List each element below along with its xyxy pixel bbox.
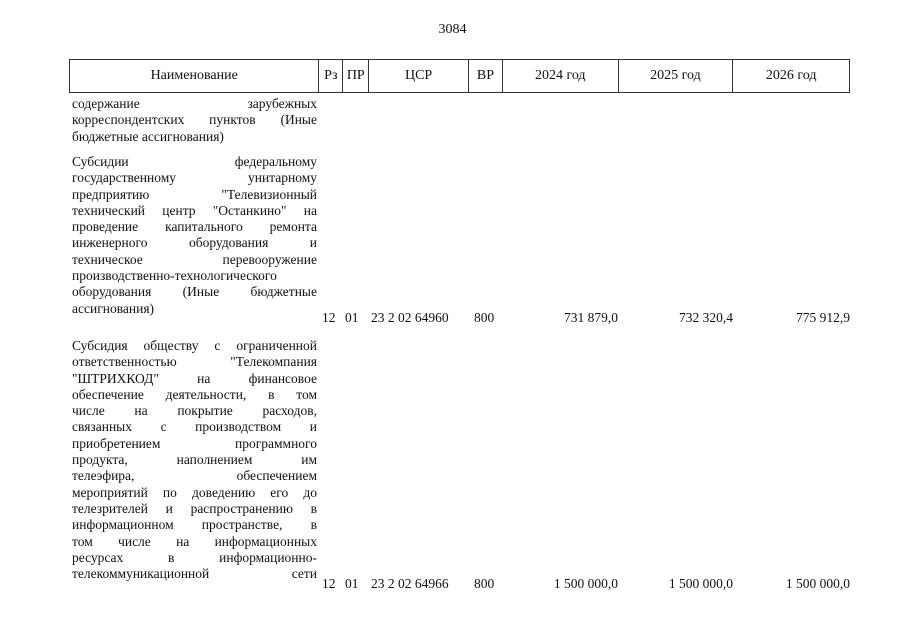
row-2-line: связанных с производством и bbox=[72, 419, 317, 435]
row-2-line: Субсидия обществу с ограниченной bbox=[72, 338, 317, 353]
row-2-line: ответственностью "Телекомпания bbox=[72, 354, 317, 370]
cell-2026: 775 912,9 bbox=[796, 310, 850, 325]
header-rz: Рз bbox=[319, 60, 343, 92]
row-0-line: содержание зарубежных bbox=[72, 96, 317, 111]
cell-rz: 12 bbox=[322, 310, 336, 325]
table-row bbox=[319, 310, 850, 326]
row-1-line: государственному унитарному bbox=[72, 170, 317, 186]
row-1-line: проведение капитального ремонта bbox=[72, 219, 317, 235]
row-name-1 bbox=[72, 154, 317, 317]
row-1-line: технический центр "Останкино" на bbox=[72, 202, 317, 218]
row-2-line: мероприятий по доведению его до bbox=[72, 484, 317, 500]
cell-pr: 01 bbox=[345, 310, 359, 325]
table-header bbox=[69, 59, 850, 93]
cell-2025: 732 320,4 bbox=[679, 310, 733, 325]
header-vr: ВР bbox=[469, 60, 503, 92]
row-0-line: бюджетные ассигнования) bbox=[72, 128, 224, 144]
header-2026: 2026 год bbox=[765, 68, 817, 83]
row-1-line: оборудования (Иные бюджетные bbox=[72, 284, 317, 300]
cell-vr: 800 bbox=[474, 576, 495, 591]
cell-rz: 12 bbox=[322, 576, 336, 591]
row-0-line: корреспондентских пунктов (Иные bbox=[72, 112, 317, 128]
cell-csr: 23 2 02 64966 bbox=[371, 576, 449, 591]
header-2025: 2025 год bbox=[619, 60, 734, 92]
header-2024: 2024 год bbox=[503, 60, 619, 92]
table-row bbox=[319, 576, 850, 592]
row-1-line: Субсидии федеральному bbox=[72, 154, 317, 169]
row-2-line: числе на покрытие расходов, bbox=[72, 403, 317, 419]
header-name: Наименование bbox=[70, 60, 319, 92]
row-1-line: предприятию "Телевизионный bbox=[72, 186, 317, 202]
row-2-line: приобретением программного bbox=[72, 435, 317, 451]
cell-vr: 800 bbox=[474, 310, 495, 325]
row-2-line: том числе на информационных bbox=[72, 533, 317, 549]
cell-2026: 1 500 000,0 bbox=[785, 576, 850, 591]
row-name-0 bbox=[72, 96, 317, 145]
cell-csr: 23 2 02 64960 bbox=[371, 310, 449, 325]
cell-pr: 01 bbox=[345, 576, 359, 591]
cell-2025: 1 500 000,0 bbox=[668, 576, 733, 591]
header-csr: ЦСР bbox=[369, 60, 469, 92]
row-2-line: телезрителей и распространению в bbox=[72, 500, 317, 516]
page-number: 3084 bbox=[438, 22, 467, 37]
cell-2024: 1 500 000,0 bbox=[553, 576, 618, 591]
row-name-2 bbox=[72, 338, 317, 582]
row-1-line: производственно-технологического bbox=[72, 268, 277, 284]
cell-2024: 731 879,0 bbox=[564, 310, 618, 325]
row-2-line: телекоммуникационной сети bbox=[72, 566, 317, 582]
row-2-line: "ШТРИХКОД" на финансовое bbox=[72, 370, 317, 386]
row-1-line: инженерного оборудования и bbox=[72, 235, 317, 251]
row-1-line: техническое перевооружение bbox=[72, 251, 317, 267]
row-2-line: телеэфира, обеспечением bbox=[72, 468, 317, 484]
row-2-line: ресурсах в информационно- bbox=[72, 549, 317, 565]
row-2-line: продукта, наполнением им bbox=[72, 452, 317, 468]
row-2-line: информационном пространстве, в bbox=[72, 517, 317, 533]
row-2-line: обеспечение деятельности, в том bbox=[72, 386, 317, 402]
header-pr: ПР bbox=[343, 60, 369, 92]
row-1-line: ассигнования) bbox=[72, 300, 155, 316]
